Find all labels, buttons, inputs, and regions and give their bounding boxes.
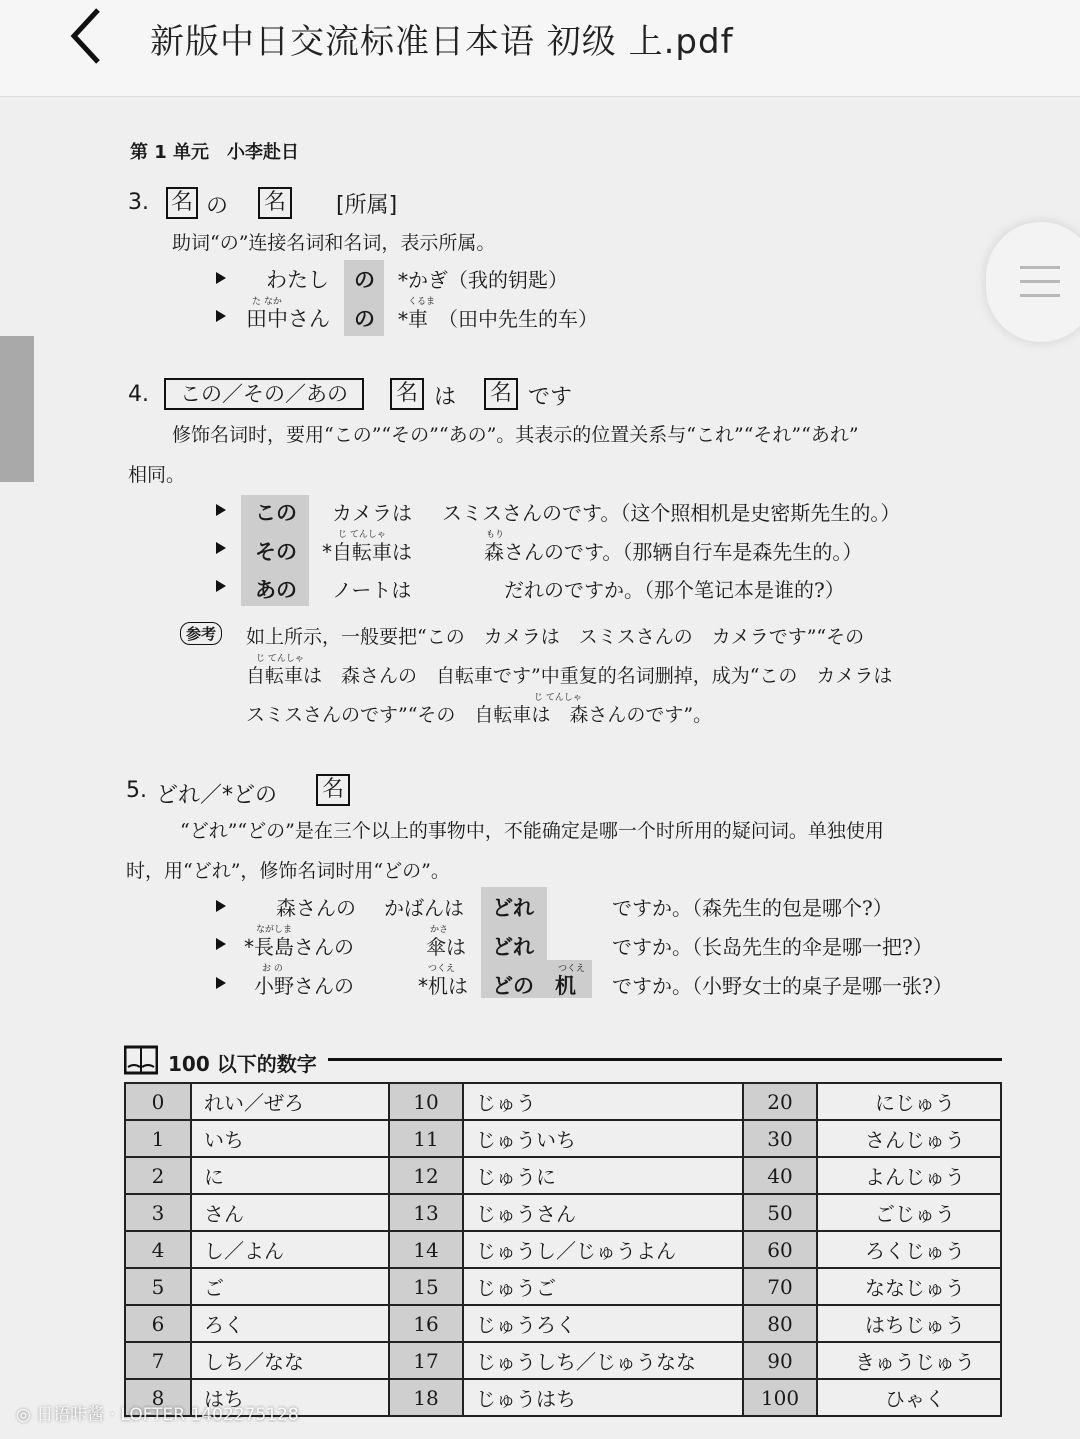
reading-cell: にじゅう <box>817 1083 1001 1120</box>
table-row <box>125 1194 1001 1231</box>
table-row <box>125 1342 1001 1379</box>
table-row <box>125 1268 1001 1305</box>
noun-box: 名 <box>316 774 350 806</box>
reading-cell: さん <box>191 1194 389 1231</box>
example-text: わたし <box>266 268 329 292</box>
number-cell: 0 <box>125 1083 191 1120</box>
interrogative: どれ <box>492 896 534 920</box>
example-text: *長島さんの <box>244 935 354 959</box>
menu-icon[interactable] <box>986 222 1080 342</box>
reading-cell: ろく <box>191 1305 389 1342</box>
demonstrative: この <box>255 501 297 525</box>
section-4-number: 4. <box>128 382 149 407</box>
section-4-desc: 相同。 <box>128 464 186 486</box>
example-text: かばんは <box>384 896 464 920</box>
noun-box: 名 <box>390 378 424 410</box>
furigana: じ てんしゃ <box>534 693 582 703</box>
particle-no: の <box>206 194 229 219</box>
reading-cell: いち <box>191 1120 389 1157</box>
number-cell: 17 <box>389 1342 463 1379</box>
number-cell: 12 <box>389 1157 463 1194</box>
number-cell: 13 <box>389 1194 463 1231</box>
furigana: た なか <box>252 297 282 307</box>
reading-cell: よんじゅう <box>817 1157 1001 1194</box>
reading-cell: ろくじゅう <box>817 1231 1001 1268</box>
number-cell: 20 <box>743 1083 817 1120</box>
example-text: ですか。（森先生的包是哪个?） <box>612 896 893 920</box>
reading-cell: じゅうしち／じゅうなな <box>463 1342 743 1379</box>
reading-cell: きゅうじゅう <box>817 1342 1001 1379</box>
example-text: *かぎ（我的钥匙） <box>398 268 568 292</box>
numbers-heading: 100 以下的数字 <box>168 1052 317 1076</box>
reading-cell: じゅうさん <box>463 1194 743 1231</box>
example-text: ノートは <box>332 578 412 602</box>
reference-badge-icon: 参考 <box>180 622 222 645</box>
reading-cell: ひゃく <box>817 1379 1001 1416</box>
section-3-tag: [所属] <box>336 193 398 218</box>
bullet-arrow-icon <box>216 580 226 592</box>
particle-no: の <box>354 307 375 331</box>
furigana: じ てんしゃ <box>338 530 386 540</box>
reading-cell: はちじゅう <box>817 1305 1001 1342</box>
number-cell: 3 <box>125 1194 191 1231</box>
number-cell: 7 <box>125 1342 191 1379</box>
number-cell: 6 <box>125 1305 191 1342</box>
reference-text: スミスさんのです”“その 自転車は 森さんのです”。 <box>246 704 713 726</box>
number-cell: 16 <box>389 1305 463 1342</box>
demonstrative: その <box>255 540 297 564</box>
furigana: ながしま <box>256 925 293 935</box>
noun-box: 名 <box>484 378 518 410</box>
table-row <box>125 1120 1001 1157</box>
example-text: 田中さん <box>246 307 330 331</box>
page-edge-tab <box>0 336 34 482</box>
number-cell: 70 <box>743 1268 817 1305</box>
interrogative: どの 机 <box>492 974 576 998</box>
number-cell: 4 <box>125 1231 191 1268</box>
copula-desu: です <box>528 385 573 410</box>
example-text: *車 （田中先生的车） <box>398 307 598 331</box>
demonstrative: あの <box>255 578 297 602</box>
number-cell: 14 <box>389 1231 463 1268</box>
number-cell: 100 <box>743 1379 817 1416</box>
section-5-desc: 时，用“どれ”，修饰名词时用“どの”。 <box>126 860 450 882</box>
reference-text: 自転車は 森さんの 自転車です”中重复的名词删掉，成为“この カメラは <box>246 665 893 687</box>
particle-wa: は <box>434 385 457 410</box>
watermark: ◎ 日语咔酱 · LOFTER 1402275128 <box>16 1405 299 1425</box>
reading-cell: しち／なな <box>191 1342 389 1379</box>
bullet-arrow-icon <box>216 310 226 322</box>
reading-cell: さんじゅう <box>817 1120 1001 1157</box>
heading-rule <box>328 1058 1002 1061</box>
example-text: スミスさんのです。（这个照相机是史密斯先生的。） <box>442 501 901 525</box>
example-text: 森さんのです。（那辆自行车是森先生的。） <box>484 540 863 564</box>
document-title: 新版中日交流标准日本语 初级 上.pdf <box>150 22 734 62</box>
unit-heading: 第 1 单元 小李赴日 <box>130 142 300 163</box>
number-cell: 18 <box>389 1379 463 1416</box>
noun-box: 名 <box>166 187 198 219</box>
number-cell: 50 <box>743 1194 817 1231</box>
reading-cell: じゅうし／じゅうよん <box>463 1231 743 1268</box>
reference-text: 如上所示，一般要把“この カメラは スミスさんの カメラです”“その <box>246 626 865 648</box>
table-row <box>125 1157 1001 1194</box>
particle-no: の <box>354 268 375 292</box>
example-text: ですか。（小野女士的桌子是哪一张?） <box>612 974 953 998</box>
reading-cell: じゅうに <box>463 1157 743 1194</box>
example-text: だれのですか。（那个笔记本是谁的?） <box>504 578 845 602</box>
top-bar <box>0 0 1080 97</box>
furigana: お の <box>262 964 283 974</box>
noun-box: 名 <box>258 187 292 219</box>
example-text: *自転車は <box>322 540 412 564</box>
reading-cell: はち <box>191 1379 389 1416</box>
number-cell: 90 <box>743 1342 817 1379</box>
back-arrow-icon[interactable] <box>62 6 122 66</box>
section-3-desc: 助词“の”连接名词和名词，表示所属。 <box>172 232 496 254</box>
reading-cell: じゅう <box>463 1083 743 1120</box>
furigana: もり <box>486 530 505 540</box>
reading-cell: に <box>191 1157 389 1194</box>
table-row <box>125 1083 1001 1120</box>
bullet-arrow-icon <box>216 272 226 284</box>
interrogative: どれ <box>492 935 534 959</box>
number-cell: 10 <box>389 1083 463 1120</box>
example-text: 森さんの <box>276 896 356 920</box>
reading-cell: じゅうご <box>463 1268 743 1305</box>
table-row <box>125 1305 1001 1342</box>
number-cell: 40 <box>743 1157 817 1194</box>
number-cell: 15 <box>389 1268 463 1305</box>
reading-cell: じゅういち <box>463 1120 743 1157</box>
reading-cell: ごじゅう <box>817 1194 1001 1231</box>
demonstrative-box: この／その／あの <box>164 378 364 410</box>
section-5-number: 5. <box>126 778 147 803</box>
furigana: じ てんしゃ <box>256 654 304 664</box>
example-text: 小野さんの <box>254 974 354 998</box>
example-text: ですか。（长岛先生的伞是哪一把?） <box>612 935 933 959</box>
section-5-head: どれ／*どの <box>156 783 278 808</box>
reading-cell: ななじゅう <box>817 1268 1001 1305</box>
number-cell: 11 <box>389 1120 463 1157</box>
bullet-arrow-icon <box>216 977 226 989</box>
section-3-number: 3. <box>128 190 149 215</box>
book-icon <box>124 1045 158 1075</box>
table-row <box>125 1231 1001 1268</box>
number-cell: 2 <box>125 1157 191 1194</box>
bullet-arrow-icon <box>216 542 226 554</box>
example-text: カメラは <box>332 501 412 525</box>
reading-cell: ご <box>191 1268 389 1305</box>
number-cell: 1 <box>125 1120 191 1157</box>
bullet-arrow-icon <box>216 938 226 950</box>
reading-cell: し／よん <box>191 1231 389 1268</box>
numbers-table <box>124 1082 1002 1417</box>
reading-cell: れい／ぜろ <box>191 1083 389 1120</box>
furigana: つくえ <box>428 964 456 974</box>
section-5-desc: “どれ”“どの”是在三个以上的事物中，不能确定是哪一个时所用的疑问词。单独使用 <box>180 820 884 842</box>
number-cell: 80 <box>743 1305 817 1342</box>
furigana: くるま <box>408 297 436 307</box>
bullet-arrow-icon <box>216 900 226 912</box>
reading-cell: じゅうろく <box>463 1305 743 1342</box>
example-text: *机は <box>418 974 468 998</box>
number-cell: 8 <box>125 1379 191 1416</box>
number-cell: 60 <box>743 1231 817 1268</box>
number-cell: 5 <box>125 1268 191 1305</box>
example-text: 傘は <box>426 935 466 959</box>
furigana: かさ <box>430 925 449 935</box>
number-cell: 30 <box>743 1120 817 1157</box>
section-4-desc: 修饰名词时，要用“この”“その”“あの”。其表示的位置关系与“これ”“それ”“あれ” <box>172 424 859 446</box>
reading-cell: じゅうはち <box>463 1379 743 1416</box>
furigana: つくえ <box>558 964 586 974</box>
bullet-arrow-icon <box>216 504 226 516</box>
